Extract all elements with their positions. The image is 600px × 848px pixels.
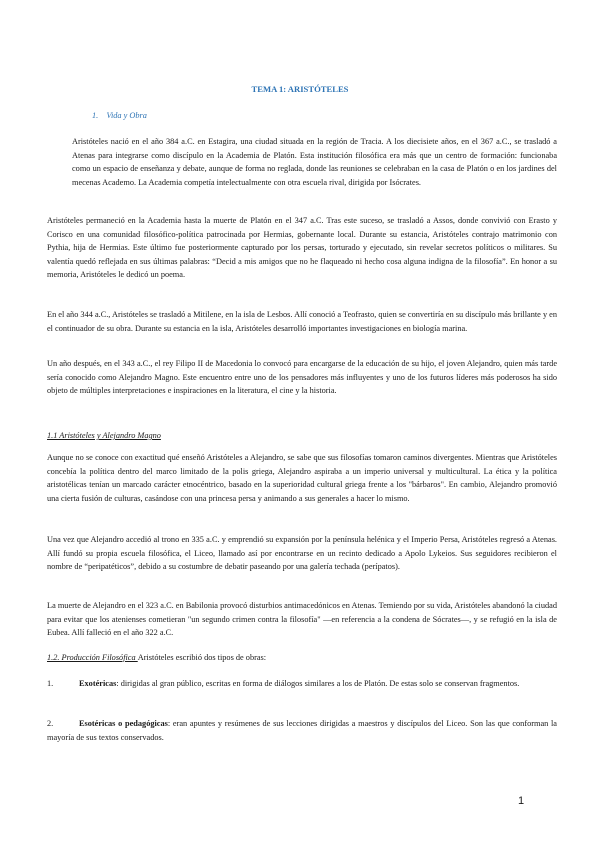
section-heading-vida-obra	[92, 111, 147, 120]
paragraph-teaching: Aunque no se conoce con exactitud qué enseñó Aristóteles a Alejandro, se sabe que sus filosofías tomaron caminos divergentes. Mientras que Aristóteles concebía la política dentro del marco limitado de la polis griega, Alejandro aspiraba a un imperio universal y multicultural. La ética y la política aristotélicas tenían un marcado carácter etnocéntrico, basado en la superioridad cultural griega frente a los "bárbaros". En cambio, Alejandro promovió una cierta fusión de culturas, casándose con una princesa persa y animando a sus generales a hacer lo mismo.	[47, 453, 557, 503]
paragraph-academy: Aristóteles permaneció en la Academia hasta la muerte de Platón en el 347 a.C. Tras este suceso, se trasladó a Assos, donde convivió con Erasto y Corisco en una comunidad filosófico-política patrocinada por Hermias, gobernante local. Durante su estancia, Aristóteles contrajo matrimonio con Pythia, hija de Hermias. Este último fue posteriormente capturado por los persas, torturado y ejecutado, sin revelar secretos políticos o militares. Su valentía quedó reflejada en sus últimas palabras: “Decid a mis amigos que no he flaqueado ni hecho cosa alguna indigna de la filosofía”. En honor a su memoria, Aristóteles le dedicó un poema.	[47, 216, 557, 279]
list-item-number: 2.	[47, 719, 54, 728]
page-number: 1	[518, 795, 525, 807]
list-item	[47, 677, 557, 691]
document-title: TEMA 1: ARISTÓTELES	[251, 84, 349, 94]
paragraph-death: La muerte de Alejandro en el 323 a.C. en Babilonia provocó disturbios antimacedónicos en Atenas. Temiendo por su vida, Aristóteles abandonó la ciudad para evitar que los atenienses cometieran "un segundo crimen contra la filosofía" —en referencia a la condena de Sócrates—, y se refugió en la isla de Eubea. Allí falleció en el año 322 a.C.	[47, 601, 557, 637]
subsection-intro: Aristóteles escribió dos tipos de obras:	[137, 653, 267, 662]
list-item-text: : eran apuntes y resúmenes de sus lecciones dirigidas a maestros y discípulos del Liceo. Son las que conforman la mayoría de sus textos conservados.	[47, 719, 557, 742]
subsection-title: 1.2. Producción Filosófica	[47, 653, 138, 662]
section-number: 1.	[92, 111, 99, 120]
list-item-number: 1.	[47, 679, 54, 688]
paragraph-lesbos: En el año 344 a.C., Aristóteles se trasladó a Mitilene, en la isla de Lesbos. Allí conoció a Teofrasto, quien se convertiría en su discípulo más brillante y en el continuador de su obra. Durante su estancia en la isla, Aristóteles desarrolló importantes investigaciones en biología marina.	[47, 310, 557, 333]
list-item-term: Esotéricas o pedagógicas	[79, 719, 168, 728]
paragraph-birth: Aristóteles nació en el año 384 a.C. en Estagira, una ciudad situada en la región de Tracia. A los diecisiete años, en el 367 a.C., se trasladó a Atenas para integrarse como discípulo en la Academia de Platón. Esta institución filosófica era más que un centro de formación: funcionaba como un espacio de enseñanza y debate, aunque de forma no reglada, donde las reuniones se celebraban en la casa de Platón o en los jardines del mecenas Academo. La Academia competía intelectualmente con otra escuela rival, dirigida por Isócrates.	[72, 137, 557, 187]
paragraph-macedonia: Un año después, en el 343 a.C., el rey Filipo II de Macedonia lo convocó para encargarse de la educación de su hijo, el joven Alejandro, quien más tarde sería conocido como Alejandro Magno. Este encuentro entre uno de los pensadores más influyentes y uno de los futuros líderes más poderosos ha sido objeto de múltiples interpretaciones e inspiraciones en la literatura, el cine y la historia.	[47, 359, 557, 395]
subsection-heading-produccion	[47, 653, 266, 662]
list-item	[47, 717, 557, 744]
subsection-heading-alejandro: 1.1 Aristóteles y Alejandro Magno	[47, 431, 161, 440]
list-item-term: Exotéricas	[79, 679, 117, 688]
paragraph-liceo: Una vez que Alejandro accedió al trono en 335 a.C. y emprendió su expansión por la península helénica y el Imperio Persa, Aristóteles regresó a Atenas. Allí fundó su propia escuela filosófica, el Liceo, llamado así por encontrarse en un recinto dedicado a Apolo Lykeios. Sus seguidores recibieron el nombre de “peripatéticos”, debido a su costumbre de debatir paseando por una galería techada (perípatos).	[47, 535, 557, 571]
section-title: Vida y Obra	[106, 111, 147, 120]
list-item-text: : dirigidas al gran público, escritas en forma de diálogos similares a los de Platón. De estas solo se conservan fragmentos.	[116, 679, 520, 688]
